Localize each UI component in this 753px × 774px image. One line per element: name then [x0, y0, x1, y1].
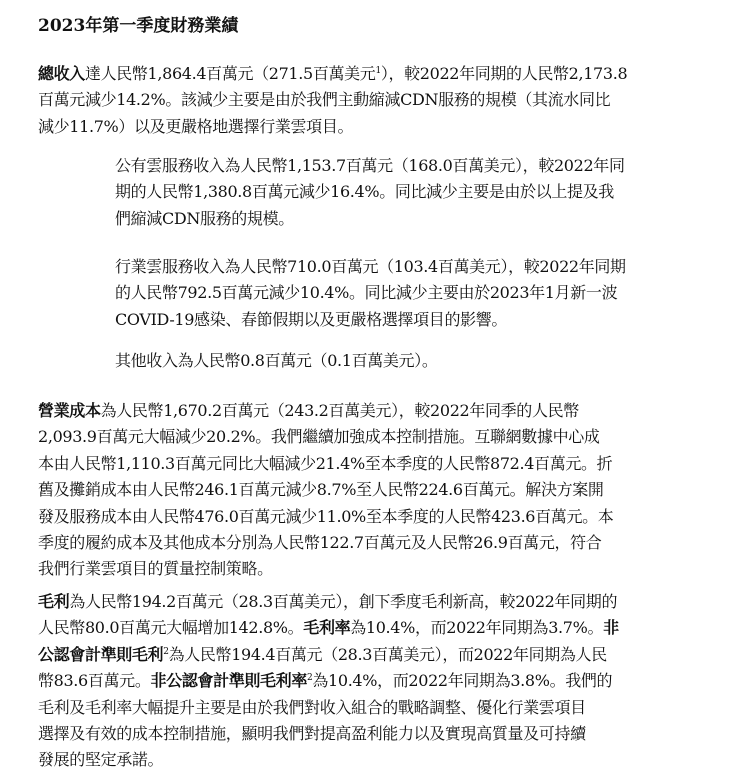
cost-of-revenue-label: 營業成本	[38, 401, 101, 420]
other-revenue-paragraph	[115, 348, 725, 374]
text-run: 達人民幣1,864.4百萬元（271.5百萬美元	[84, 64, 376, 83]
text-line: 發展的堅定承諾。	[38, 750, 164, 770]
text-line: 的人民幣792.5百萬元減少10.4%。同比減少主要由於2023年1月新一波	[115, 283, 618, 303]
text-line	[38, 615, 728, 641]
text-line: 期的人民幣1,380.8百萬元減少16.4%。同比減少主要是由於以上提及我	[115, 182, 614, 202]
text-line: 季度的履約成本及其他成本分別為人民幣122.7百萬元及人民幣26.9百萬元，符合	[38, 533, 602, 553]
text-line	[38, 61, 728, 87]
text-line: 選擇及有效的成本控制措施，顯明我們對提高盈利能力以及實現高質量及可持續	[38, 724, 586, 744]
industry-cloud-paragraph	[115, 254, 725, 333]
text-run: ），較2022年同期的人民幣2,173.8	[380, 64, 628, 83]
text-line: 我們行業雲項目的質量控制策略。	[38, 559, 273, 579]
text-line: 百萬元減少14.2%。該減少主要是由於我們主動縮減CDN服務的規模（其流水同比	[38, 90, 611, 110]
text-line: 發及服務成本由人民幣476.0百萬元減少11.0%至本季度的人民幣423.6百萬元。本	[38, 506, 614, 526]
footnote-marker: 1	[375, 66, 381, 76]
text-run: 幣83.6百萬元。	[38, 671, 151, 691]
text-run: 為人民幣194.2百萬元（28.3百萬美元），創下季度毛利新高，較2022年同期的	[69, 592, 618, 611]
text-line: 舊及攤銷成本由人民幣246.1百萬元減少8.7%至人民幣224.6百萬元。解決方案開	[38, 480, 604, 500]
text-line: 2,093.9百萬元大幅減少20.2%。我們繼續加強成本控制措施。互聯網數據中心成	[38, 427, 600, 447]
text-line	[38, 668, 728, 694]
text-run: 為10.4%，而2022年同期為3.8%。我們的	[312, 671, 613, 691]
text-line: 減少11.7%）以及更嚴格地選擇行業雲項目。	[38, 116, 354, 136]
text-line: 們縮減CDN服務的規模。	[115, 208, 294, 228]
non-gaap-label-start: 非	[603, 618, 619, 638]
text-line: 行業雲服務收入為人民幣710.0百萬元（103.4百萬美元），較2022年同期	[115, 257, 626, 276]
text-run: 為人民幣194.4百萬元（28.3百萬美元），而2022年同期為人民	[168, 644, 607, 664]
gross-profit-label: 毛利	[38, 592, 70, 611]
text-line: COVID-19感染、春節假期以及更嚴格選擇項目的影響。	[115, 309, 508, 329]
non-gaap-gross-profit-label: 公認會計準則毛利	[38, 644, 164, 664]
text-line: 毛利及毛利率大幅提升主要是由於我們對收入組合的戰略調整、優化行業雲項目	[38, 697, 586, 717]
text-line	[38, 642, 728, 668]
text-run: 人民幣80.0百萬元大幅增加142.8%。	[38, 618, 304, 638]
text-line: 本由人民幣1,110.3百萬元同比大幅減少21.4%至本季度的人民幣872.4百萬元。折	[38, 453, 613, 473]
non-gaap-gross-margin-label: 非公認會計準則毛利率	[150, 671, 307, 691]
text-run: 為人民幣1,670.2百萬元（243.2百萬美元），較2022年同季的人民幣	[100, 401, 579, 420]
text-line	[38, 589, 728, 615]
text-line	[38, 398, 728, 424]
text-run: 為10.4%，而2022年同期為3.7%。	[350, 618, 604, 638]
footnote-marker: 2	[307, 673, 313, 684]
cost-of-revenue-paragraph	[38, 398, 728, 583]
section-heading: 2023年第一季度財務業績	[38, 16, 239, 36]
gross-margin-label: 毛利率	[303, 618, 351, 638]
total-revenue-paragraph	[38, 61, 728, 140]
public-cloud-paragraph	[115, 153, 725, 232]
text-line: 公有雲服務收入為人民幣1,153.7百萬元（168.0百萬美元），較2022年同	[115, 156, 625, 175]
footnote-marker: 2	[163, 646, 169, 657]
gross-profit-paragraph	[38, 589, 728, 774]
text-line: 其他收入為人民幣0.8百萬元（0.1百萬美元）。	[115, 351, 438, 370]
total-revenue-label: 總收入	[38, 64, 85, 83]
